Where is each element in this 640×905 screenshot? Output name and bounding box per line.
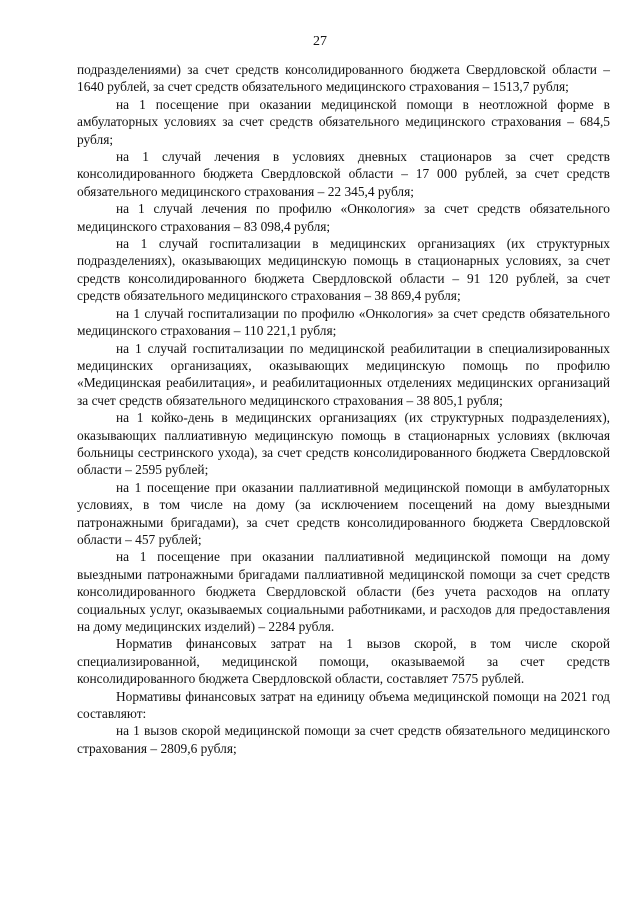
paragraph: Нормативы финансовых затрат на единицу объема медицинской помощи на 2021 год составляют:: [77, 688, 610, 722]
paragraph: на 1 случай лечения по профилю «Онкология» за счет средств обязательного медицинского страхования – 83 098,4 рубля;: [77, 201, 610, 234]
paragraph: на 1 случай лечения в условиях дневных стационаров за счет средств консолидированного бюджета Свердловской области – 17 000 рублей, за счет средств обязательного медицинского страхования – 22 345,4 рубля;: [77, 149, 610, 199]
paragraph: подразделениями) за счет средств консолидированного бюджета Свердловской области – 1640 рублей, за счет средств обязательного медицинского страхования – 1513,7 рубля;: [77, 62, 610, 95]
paragraph: на 1 посещение при оказании паллиативной медицинской помощи в амбулаторных условиях, в том числе на дому (за исключением посещений на дому выездными патронажными бригадами), за счет средств консолидированного бюджета Свердловской области – 457 рублей;: [77, 479, 610, 547]
document-body: [77, 61, 610, 757]
paragraph: на 1 койко-день в медицинских организациях (их структурных подразделениях), оказывающих паллиативную медицинскую помощь в стационарных условиях (включая больницы сестринского ухода), за счет средств консолидированного бюджета Свердловской области – 2595 рублей;: [77, 410, 610, 478]
paragraph: на 1 случай госпитализации по медицинской реабилитации в специализированных медицинских организациях, оказывающих медицинскую помощь по профилю «Медицинская реабилитация», и реабилитационных отделениях медицинских организаций за счет средств обязательного медицинского страхования – 38 805,1 рубля;: [77, 340, 610, 408]
page-number: 27: [313, 34, 327, 49]
paragraph: на 1 случай госпитализации по профилю «Онкология» за счет средств обязательного медицинского страхования – 110 221,1 рубля;: [77, 305, 610, 339]
paragraph: на 1 случай госпитализации в медицинских организациях (их структурных подразделениях), оказывающих медицинскую помощь в стационарных условиях, за счет средств консолидированного бюджета Свердловской области – 91 120 рублей, за счет средств обязательного медицинского страхования – 38 869,4 рубля;: [77, 236, 610, 304]
paragraph: на 1 посещение при оказании медицинской помощи в неотложной форме в амбулаторных условиях за счет средств обязательного медицинского страхования – 684,5 рубля;: [77, 96, 610, 147]
paragraph: на 1 вызов скорой медицинской помощи за счет средств обязательного медицинского страхования – 2809,6 рубля;: [77, 723, 610, 756]
paragraph: на 1 посещение при оказании паллиативной медицинской помощи на дому выездными патронажными бригадами паллиативной медицинской помощи за счет средств консолидированного бюджета Свердловской области (без учета расходов на оплату социальных услуг, оказываемых социальными работниками, и расходов для предоставления на дому медицинских изделий) – 2284 рубля.: [77, 549, 610, 634]
paragraph: Норматив финансовых затрат на 1 вызов скорой, в том числе скорой специализированной, медицинской помощи, оказываемой за счет средств консолидированного бюджета Свердловской области, составляет 7575 рублей.: [77, 636, 610, 687]
